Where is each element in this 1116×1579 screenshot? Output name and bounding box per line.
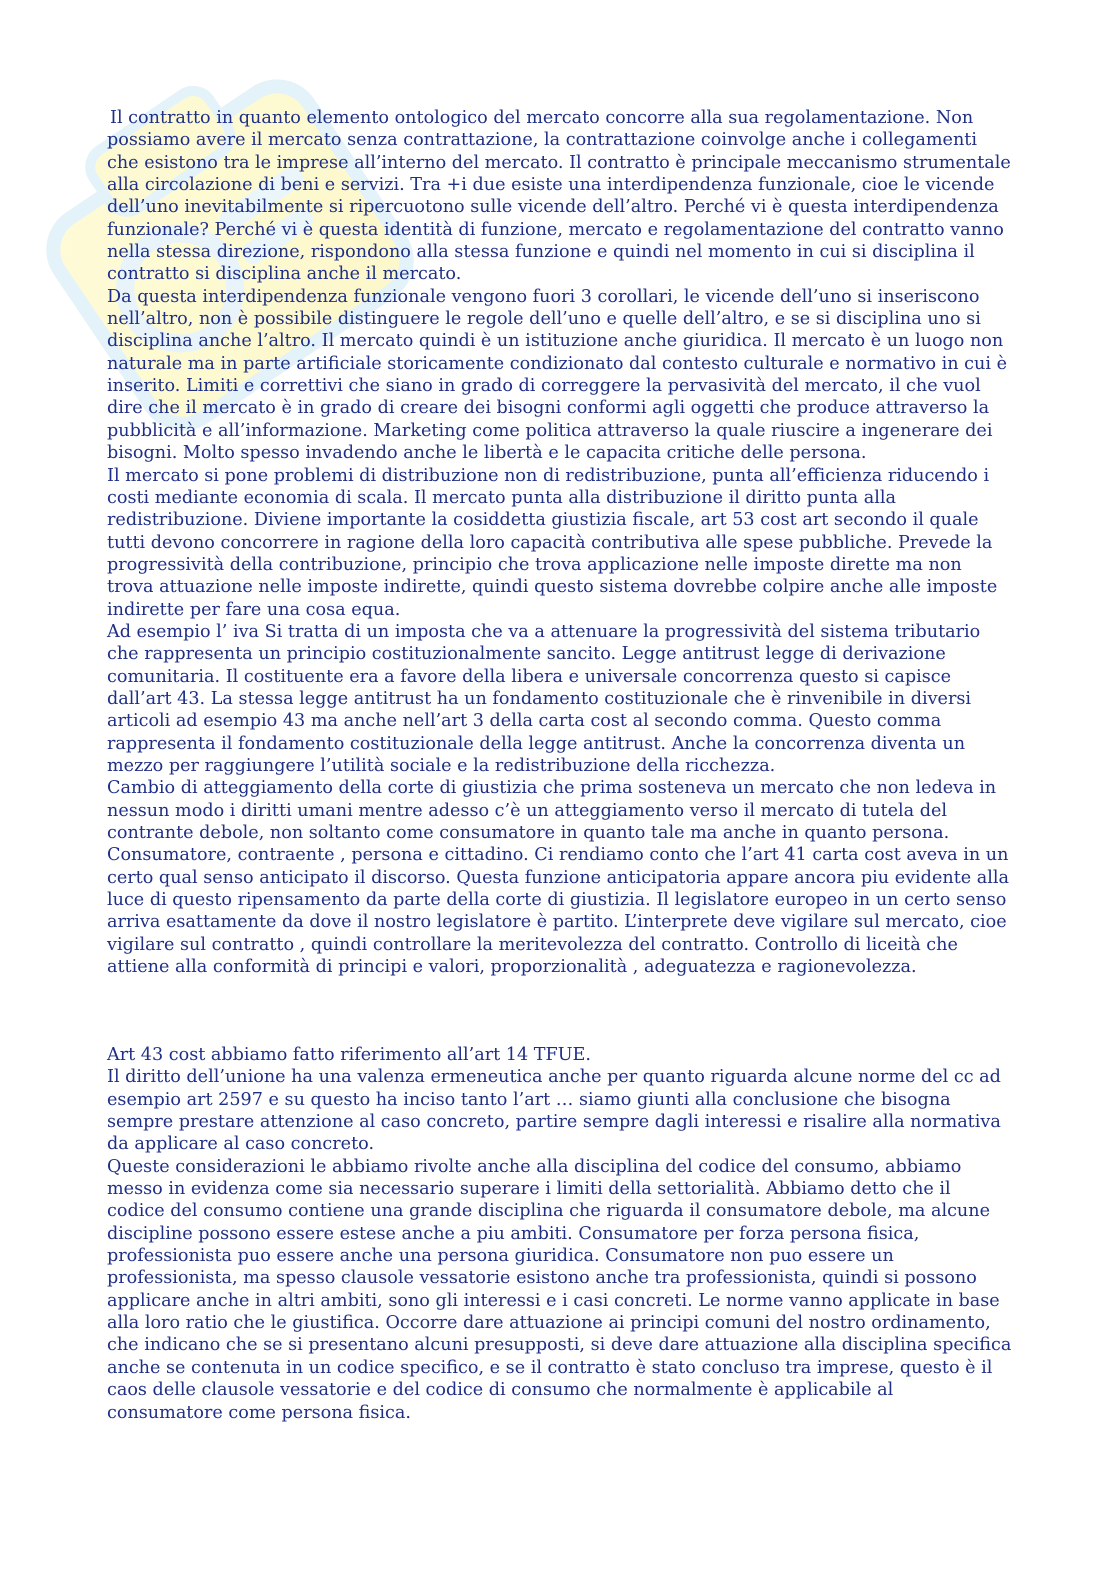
text-block-secondary xyxy=(107,1044,1012,1424)
paragraph: Il diritto dell’unione ha una valenza ermeneutica anche per quanto riguarda alcune norme del cc ad esempio art 2597 e su questo ha inciso tanto l’art … siamo giunti alla conclusione che bisogna sempre prestare attenzione al caso concreto, partire sempre dagli interessi e risalire alla normativa da applicare al caso concreto. xyxy=(107,1067,1001,1155)
paragraph: Cambio di atteggiamento della corte di giustizia che prima sosteneva un mercato che non ledeva in nessun modo i diritti umani mentre adesso c’è un atteggiamento verso il mercato di tutela del contrante debole, non soltanto come consumatore in quanto tale ma anche in quanto persona. Consumatore, contraente , persona e cittadino. Ci rendiamo conto che l’art 41 carta cost aveva in un certo qual senso anticipato il discorso. Questa funzione anticipatoria appare ancora piu evidente alla luce di questo ripensamento da parte della corte di giustizia. Il legislatore europeo in un certo senso arriva esattamente da dove il nostro legislatore è partito. L’interprete deve vigilare sul mercato, cioe vigilare sul contratto , quindi controllare la meritevolezza del contratto. Controllo di liceità che attiene alla conformità di principi e valori, proporzionalità , adeguatezza e ragionevolezza. xyxy=(107,778,1009,978)
paragraph: Ad esempio l’ iva Si tratta di un imposta che va a attenuare la progressività del sistema tributario che rappresenta un principio costituzionalmente sancito. Legge antitrust legge di derivazione comunitaria. Il costituente era a favore della libera e universale concorrenza questo si capisce dall’art 43. La stessa legge antitrust ha un fondamento costituzionale che è rinvenibile in diversi articoli ad esempio 43 ma anche nell’art 3 della carta cost al secondo comma. Questo comma rappresenta il fondamento costituzionale della legge antitrust. Anche la concorrenza diventa un mezzo per raggiungere l’utilità sociale e la redistribuzione della ricchezza. xyxy=(107,621,981,776)
paragraph: Il mercato si pone problemi di distribuzione non di redistribuzione, punta all’efficienza riducendo i costi mediante economia di scala. Il mercato punta alla distribuzione il diritto punta alla redistribuzione. Diviene importante la cosiddetta giustizia fiscale, art 53 cost art secondo il quale tutti devono concorrere in ragione della loro capacità contributiva alle spese pubbliche. Prevede la progressività della contribuzione, principio che trova applicazione nelle imposte dirette ma non trova attuazione nelle imposte indirette, quindi questo sistema dovrebbe colpire anche alle imposte indirette per fare una cosa equa. xyxy=(107,465,998,620)
paragraph: Art 43 cost abbiamo fatto riferimento all’art 14 TFUE. xyxy=(107,1045,591,1065)
paragraph: Da questa interdipendenza funzionale vengono fuori 3 corollari, le vicende dell’uno si inseriscono nell’altro, non è possibile distinguere le regole dell’uno e quelle dell’altro, e se si disciplina uno si disciplina anche l’altro. Il mercato quindi è un istituzione anche giuridica. Il mercato è un luogo non naturale ma in parte artificiale storicamente condizionato dal contesto culturale e normativo in cui è inserito. Limiti e correttivi che siano in grado di correggere la pervasività del mercato, il che vuol dire che il mercato è in grado di creare dei bisogni conformi agli oggetti che produce attraverso la pubblicità e all’informazione. Marketing come politica attraverso la quale riuscire a ingenerare dei bisogni. Molto spesso invadendo anche le libertà e le capacita critiche delle persona. xyxy=(107,286,1007,464)
text-block-main xyxy=(107,107,1012,978)
paragraph: Queste considerazioni le abbiamo rivolte anche alla disciplina del codice del consumo, abbiamo messo in evidenza come sia necessario superare i limiti della settorialità. Abbiamo detto che il codice del consumo contiene una grande disciplina che riguarda il consumatore debole, ma alcune discipline possono essere estese anche a piu ambiti. Consumatore per forza persona fisica, professionista puo essere anche una persona giuridica. Consumatore non puo essere un professionista, ma spesso clausole vessatorie esistono anche tra professionista, quindi si possono applicare anche in altri ambiti, sono gli interessi e i casi concreti. Le norme vanno applicate in base alla loro ratio che le giustifica. Occorre dare attuazione ai principi comuni del nostro ordinamento, che indicano che se si presentano alcuni presupposti, si deve dare attuazione alla disciplina specifica anche se contenuta in un codice specifico, e se il contratto è stato concluso tra imprese, questo è il caos delle clausole vessatorie e del codice di consumo che normalmente è applicabile al consumatore come persona fisica. xyxy=(107,1156,1012,1423)
paragraph: Il contratto in quanto elemento ontologico del mercato concorre alla sua regolamentazione. Non possiamo avere il mercato senza contrattazione, la contrattazione coinvolge anche i collegamenti che esistono tra le imprese all’interno del mercato. Il contratto è principale meccanismo strumentale alla circolazione di beni e servizi. Tra +i due esiste una interdipendenza funzionale, cioe le vicende dell’uno inevitabilmente si ripercuotono sulle vicende dell’altro. Perché vi è questa interdipendenza funzionale? Perché vi è questa identità di funzione, mercato e regolamentazione del contratto vanno nella stessa direzione, rispondono alla stessa funzione e quindi nel momento in cui si disciplina il contratto si disciplina anche il mercato. xyxy=(107,108,1011,285)
